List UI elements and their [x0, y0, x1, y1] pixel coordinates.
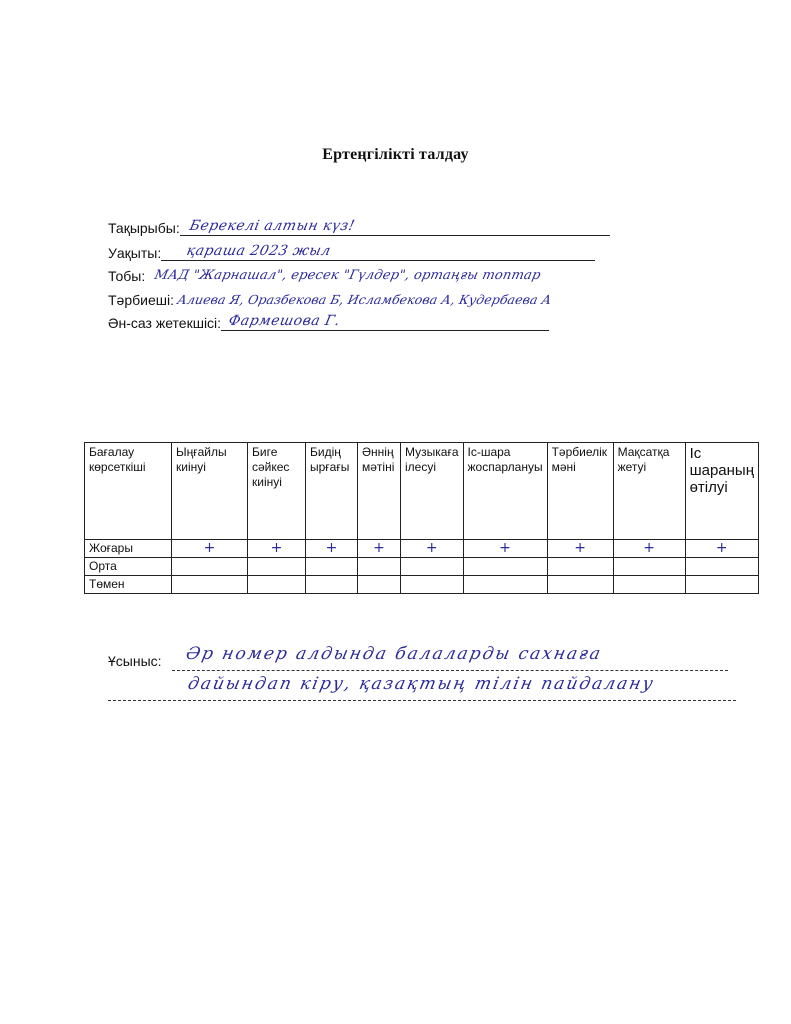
- music-teacher-line: [221, 312, 549, 331]
- table-cell: [358, 576, 401, 594]
- table-cell: [463, 576, 547, 594]
- table-cell: [401, 540, 464, 558]
- teachers-field: [108, 288, 694, 308]
- table-cell: [613, 576, 685, 594]
- header-cell: Тәрбиелік мәні: [547, 443, 613, 540]
- table-cell: [613, 540, 685, 558]
- suggestion-label: Ұсыныс:: [108, 653, 162, 669]
- table-cell: [306, 540, 358, 558]
- header-cell: Бидің ырғағы: [306, 443, 358, 540]
- topic-label: Тақырыбы:: [108, 220, 180, 236]
- table-cell: [358, 558, 401, 576]
- table-cell: [685, 558, 758, 576]
- group-value: МАД "Жарнашал", ересек "Гүлдер", ортаңғы топтар: [153, 268, 543, 283]
- plus-mark: +: [574, 540, 586, 556]
- table-row: [85, 576, 759, 594]
- date-label: Уақыты:: [108, 245, 162, 261]
- table-cell: [685, 540, 758, 558]
- table-cell: [401, 576, 464, 594]
- plus-mark: +: [643, 540, 655, 556]
- table-header-row: [85, 443, 759, 540]
- suggestion-text-1: Әр номер алдында балаларды сахнаға: [184, 644, 605, 664]
- table-row: [85, 540, 759, 558]
- table-cell: [401, 558, 464, 576]
- teachers-line: [174, 290, 694, 308]
- date-field: [108, 241, 595, 261]
- group-line: [145, 266, 705, 284]
- table-cell: [172, 540, 248, 558]
- header-cell: Іс-шара жоспарлануы: [463, 443, 547, 540]
- music-teacher-value: Фармешова Г.: [227, 313, 342, 329]
- topic-line: [180, 217, 610, 236]
- evaluation-table: [84, 442, 759, 594]
- date-value: қараша 2023 жыл: [185, 243, 333, 259]
- table-cell: [463, 558, 547, 576]
- document-title: Ертеңгілікті талдау: [322, 146, 469, 163]
- music-teacher-field: [108, 311, 549, 331]
- table-row: [85, 558, 759, 576]
- topic-value: Берекелі алтын күз!: [187, 218, 357, 234]
- header-cell: Биге сәйкес киінуі: [248, 443, 306, 540]
- table-cell: [306, 576, 358, 594]
- table-cell: [547, 540, 613, 558]
- plus-mark: +: [270, 540, 283, 556]
- header-cell: Ыңғайлы киінуі: [172, 443, 248, 540]
- suggestion-text-2: дайындап кіру, қазақтың тілін пайдалану: [186, 674, 657, 694]
- row-label: Төмен: [85, 576, 172, 594]
- suggestion-line-1: [172, 670, 728, 671]
- table-cell: [358, 540, 401, 558]
- suggestion-line-2: [108, 700, 736, 701]
- table-cell: [547, 576, 613, 594]
- row-label: Орта: [85, 558, 172, 576]
- table-cell: [248, 576, 306, 594]
- plus-mark: +: [425, 540, 438, 556]
- table-cell: [685, 576, 758, 594]
- group-field: [108, 264, 705, 284]
- plus-mark: +: [325, 540, 338, 556]
- table-cell: [248, 558, 306, 576]
- plus-mark: +: [715, 540, 728, 556]
- plus-mark: +: [373, 540, 385, 556]
- plus-mark: +: [203, 540, 216, 556]
- table-cell: [463, 540, 547, 558]
- plus-mark: +: [499, 540, 511, 556]
- row-label: Жоғары: [85, 540, 172, 558]
- header-cell: Бағалау көрсеткіші: [85, 443, 172, 540]
- header-cell: Іс шараның өтілуі: [685, 443, 758, 540]
- table-cell: [306, 558, 358, 576]
- table-cell: [172, 558, 248, 576]
- table-cell: [172, 576, 248, 594]
- group-label: Тобы:: [108, 268, 146, 284]
- table-cell: [547, 558, 613, 576]
- music-teacher-label: Ән-саз жетекшісі:: [108, 315, 222, 331]
- date-line: [161, 242, 595, 261]
- table-cell: [248, 540, 306, 558]
- teachers-label: Тәрбиеші:: [108, 292, 174, 308]
- table-cell: [613, 558, 685, 576]
- header-cell: Мақсатқа жетуі: [613, 443, 685, 540]
- topic-field: [108, 216, 610, 236]
- header-cell: Музыкаға ілесуі: [401, 443, 464, 540]
- teachers-value: Алиева Я, Оразбекова Б, Исламбекова А, Кудербаева А: [175, 292, 553, 307]
- header-cell: Әннің мәтіні: [358, 443, 401, 540]
